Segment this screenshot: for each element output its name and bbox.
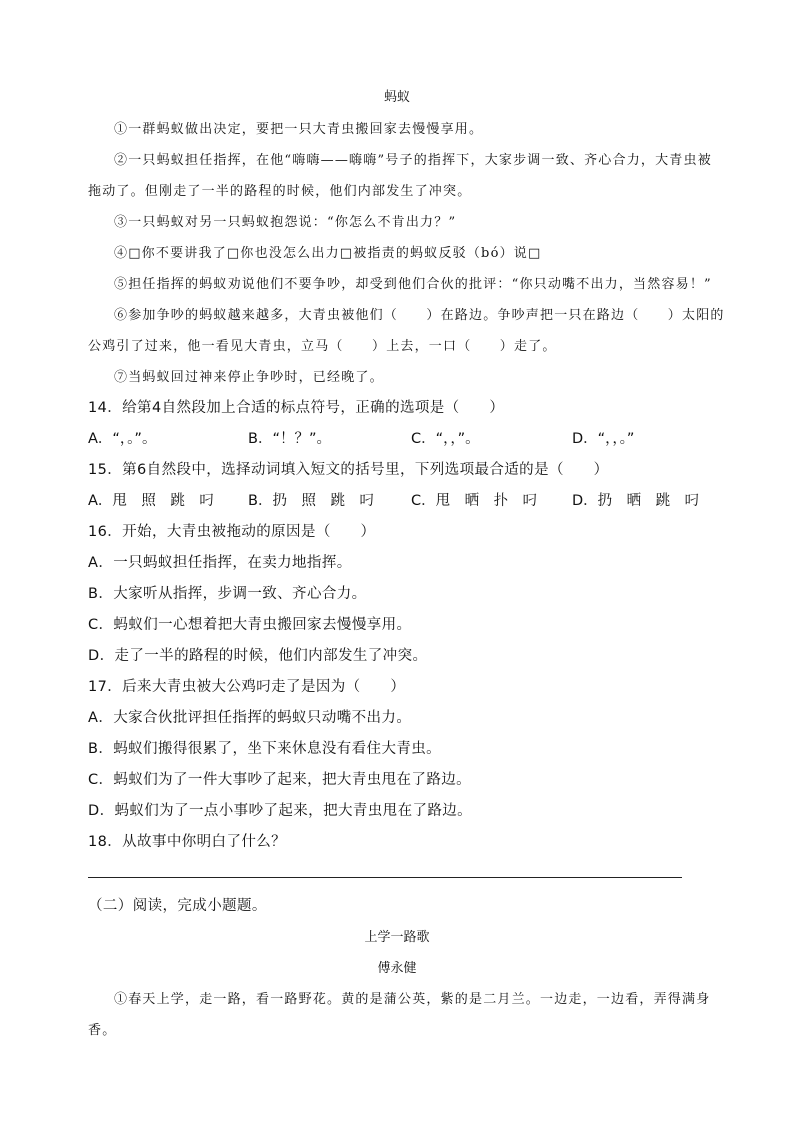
passage-paragraph: ①春天上学，走一路，看一路野花。黄的是蒲公英，紫的是二月兰。一边走，一边看，弄得满身 <box>114 992 711 1007</box>
option-d[interactable]: D．蚂蚁们为了一点小事吵了起来，把大青虫甩在了路边。 <box>88 803 473 819</box>
answer-line[interactable] <box>88 877 682 878</box>
passage-author: 傅永健 <box>377 961 417 976</box>
option-d[interactable]: D．扔 晒 跳 叼 <box>572 493 700 509</box>
option-c[interactable]: C．甩 晒 扑 叼 <box>411 493 538 509</box>
passage-paragraph: ⑦当蚂蚁回过神来停止争吵时，已经晚了。 <box>114 370 384 385</box>
passage-paragraph: ②一只蚂蚁担任指挥，在他“嗨嗨——嗨嗨”号子的指挥下，大家步调一致、齐心合力，大青虫被 <box>114 153 712 168</box>
passage-paragraph: ⑥参加争吵的蚂蚁越来越多，大青虫被他们（ ）在路边。争吵声把一只在路边（ ）太阳的 <box>114 308 725 323</box>
question-stem: 18．从故事中你明白了什么？ <box>88 834 287 850</box>
section-heading: （二）阅读，完成小题题。 <box>88 898 267 914</box>
passage-title: 蚂蚁 <box>383 90 410 105</box>
option-c[interactable]: C．“，，”。 <box>411 431 480 447</box>
option-b[interactable]: B．大家听从指挥，步调一致、齐心合力。 <box>88 586 367 602</box>
passage-paragraph-continuation: 拖动了。但刚走了一半的路程的时候，他们内部发生了冲突。 <box>88 184 472 199</box>
option-a[interactable]: A．大家合伙批评担任指挥的蚂蚁只动嘴不出力。 <box>88 710 412 726</box>
question-stem: 15．第6自然段中，选择动词填入短文的括号里，下列选项最合适的是（ ） <box>88 462 609 478</box>
option-row <box>88 427 708 447</box>
question-stem: 17．后来大青虫被大公鸡叼走了是因为（ ） <box>88 679 406 695</box>
passage-paragraph: ④□你不要讲我了□你也没怎么出力□被指责的蚂蚁反驳（bó）说□ <box>114 246 542 261</box>
option-b[interactable]: B．蚂蚁们搬得很累了，坐下来休息没有看住大青虫。 <box>88 741 442 757</box>
option-a[interactable]: A．一只蚂蚁担任指挥，在卖力地指挥。 <box>88 555 352 571</box>
passage-title: 上学一路歌 <box>364 930 430 945</box>
option-row <box>88 489 708 509</box>
option-d[interactable]: D．“，，。” <box>572 431 635 447</box>
passage-paragraph: ③一只蚂蚁对另一只蚂蚁抱怨说：“你怎么不肯出力？” <box>114 215 457 230</box>
option-d[interactable]: D．走了一半的路程的时候，他们内部发生了冲突。 <box>88 648 428 664</box>
passage-paragraph-continuation: 公鸡引了过来，他一看见大青虫，立马（ ）上去，一口（ ）走了。 <box>88 339 557 354</box>
option-a[interactable]: A．甩 照 跳 叼 <box>88 493 214 509</box>
option-b[interactable]: B．扔 照 跳 叼 <box>248 493 374 509</box>
passage-paragraph: ⑤担任指挥的蚂蚁劝说他们不要争吵，却受到他们合伙的批评：“你只动嘴不出力，当然容易！” <box>114 277 712 292</box>
question-stem: 16．开始，大青虫被拖动的原因是（ ） <box>88 524 376 540</box>
option-c[interactable]: C．蚂蚁们为了一件大事吵了起来，把大青虫甩在了路边。 <box>88 772 472 788</box>
option-c[interactable]: C．蚂蚁们一心想着把大青虫搬回家去慢慢享用。 <box>88 617 412 633</box>
question-stem: 14．给第4自然段加上合适的标点符号，正确的选项是（ ） <box>88 400 505 416</box>
passage-paragraph: ①一群蚂蚁做出决定，要把一只大青虫搬回家去慢慢享用。 <box>114 122 484 137</box>
passage-paragraph-continuation: 香。 <box>88 1023 117 1038</box>
option-b[interactable]: B．“！？”。 <box>248 431 331 447</box>
option-a[interactable]: A．“，。”。 <box>88 431 157 447</box>
